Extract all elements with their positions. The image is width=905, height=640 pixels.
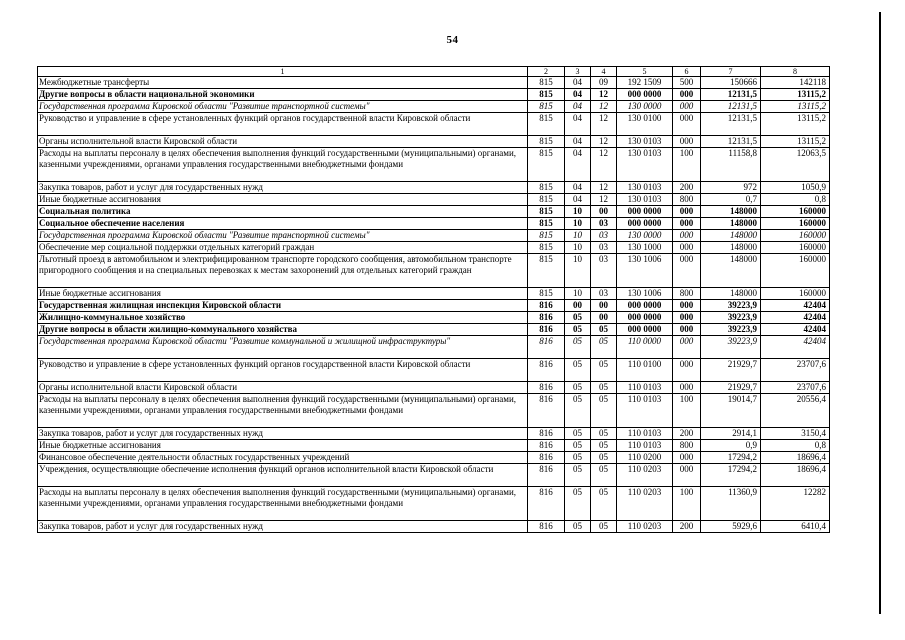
header-cell: 3 — [565, 67, 591, 77]
budget-table — [37, 66, 830, 533]
row-name-cell: Социальное обеспечение населения — [38, 218, 528, 230]
expense-type-cell: 000 — [673, 464, 701, 487]
target-item-cell: 000 0000 — [617, 218, 673, 230]
code-admin-cell: 815 — [528, 194, 565, 206]
code-admin-cell: 816 — [528, 452, 565, 464]
expense-type-cell: 200 — [673, 182, 701, 194]
amount-cell: 11158,8 — [701, 148, 761, 182]
target-item-cell: 000 0000 — [617, 300, 673, 312]
amount-cell: 12131,5 — [701, 136, 761, 148]
amount-cell: 17294,2 — [701, 464, 761, 487]
subsection-cell: 05 — [591, 521, 617, 533]
expense-type-cell: 000 — [673, 230, 701, 242]
section-cell: 10 — [565, 288, 591, 300]
section-cell: 05 — [565, 324, 591, 336]
amount-cell: 142118 — [761, 77, 830, 89]
section-cell: 04 — [565, 148, 591, 182]
expense-type-cell: 800 — [673, 288, 701, 300]
section-cell: 05 — [565, 394, 591, 428]
code-admin-cell: 815 — [528, 113, 565, 136]
target-item-cell: 000 0000 — [617, 312, 673, 324]
table-row — [38, 194, 830, 206]
code-admin-cell: 816 — [528, 336, 565, 359]
expense-type-cell: 000 — [673, 382, 701, 394]
row-name-cell: Руководство и управление в сфере установленных функций органов государственной власти Кировской области — [38, 113, 528, 136]
target-item-cell: 110 0100 — [617, 359, 673, 382]
row-name-cell: Закупка товаров, работ и услуг для государственных нужд — [38, 182, 528, 194]
row-name-cell: Закупка товаров, работ и услуг для государственных нужд — [38, 428, 528, 440]
amount-cell: 13115,2 — [761, 89, 830, 101]
amount-cell: 19014,7 — [701, 394, 761, 428]
expense-type-cell: 000 — [673, 324, 701, 336]
amount-cell: 18696,4 — [761, 452, 830, 464]
table-row — [38, 148, 830, 182]
section-cell: 05 — [565, 382, 591, 394]
expense-type-cell: 800 — [673, 440, 701, 452]
target-item-cell: 130 0103 — [617, 148, 673, 182]
target-item-cell: 130 0000 — [617, 101, 673, 113]
code-admin-cell: 816 — [528, 394, 565, 428]
table-row — [38, 487, 830, 521]
subsection-cell: 05 — [591, 464, 617, 487]
code-admin-cell: 815 — [528, 77, 565, 89]
subsection-cell: 12 — [591, 136, 617, 148]
section-cell: 05 — [565, 487, 591, 521]
amount-cell: 12131,5 — [701, 89, 761, 101]
amount-cell: 3150,4 — [761, 428, 830, 440]
table-row — [38, 336, 830, 359]
section-cell: 05 — [565, 521, 591, 533]
target-item-cell: 000 0000 — [617, 206, 673, 218]
row-name-cell: Органы исполнительной власти Кировской области — [38, 382, 528, 394]
amount-cell: 39223,9 — [701, 312, 761, 324]
amount-cell: 150666 — [701, 77, 761, 89]
subsection-cell: 00 — [591, 312, 617, 324]
code-admin-cell: 816 — [528, 359, 565, 382]
target-item-cell: 110 0200 — [617, 452, 673, 464]
row-name-cell: Руководство и управление в сфере установленных функций органов государственной власти Кировской области — [38, 359, 528, 382]
code-admin-cell: 815 — [528, 254, 565, 288]
row-name-cell: Обеспечение мер социальной поддержки отдельных категорий граждан — [38, 242, 528, 254]
subsection-cell: 12 — [591, 148, 617, 182]
subsection-cell: 05 — [591, 394, 617, 428]
subsection-cell: 03 — [591, 254, 617, 288]
code-admin-cell: 815 — [528, 101, 565, 113]
amount-cell: 5929,6 — [701, 521, 761, 533]
target-item-cell: 110 0103 — [617, 394, 673, 428]
expense-type-cell: 100 — [673, 148, 701, 182]
expense-type-cell: 000 — [673, 359, 701, 382]
amount-cell: 148000 — [701, 242, 761, 254]
code-admin-cell: 816 — [528, 487, 565, 521]
code-admin-cell: 816 — [528, 440, 565, 452]
header-cell: 8 — [761, 67, 830, 77]
amount-cell: 42404 — [761, 336, 830, 359]
expense-type-cell: 000 — [673, 89, 701, 101]
expense-type-cell: 100 — [673, 487, 701, 521]
subsection-cell: 12 — [591, 113, 617, 136]
expense-type-cell: 000 — [673, 254, 701, 288]
section-cell: 05 — [565, 428, 591, 440]
row-name-cell: Иные бюджетные ассигнования — [38, 194, 528, 206]
section-cell: 04 — [565, 194, 591, 206]
row-name-cell: Финансовое обеспечение деятельности областных государственных учреждений — [38, 452, 528, 464]
section-cell: 04 — [565, 101, 591, 113]
right-margin-rule — [879, 12, 881, 614]
amount-cell: 20556,4 — [761, 394, 830, 428]
code-admin-cell: 815 — [528, 218, 565, 230]
header-cell: 6 — [673, 67, 701, 77]
target-item-cell: 130 1006 — [617, 254, 673, 288]
subsection-cell: 05 — [591, 487, 617, 521]
amount-cell: 148000 — [701, 206, 761, 218]
row-name-cell: Иные бюджетные ассигнования — [38, 440, 528, 452]
table-row — [38, 254, 830, 288]
row-name-cell: Учреждения, осуществляющие обеспечение исполнения функций органов исполнительной власти Кировской области — [38, 464, 528, 487]
expense-type-cell: 500 — [673, 77, 701, 89]
expense-type-cell: 000 — [673, 300, 701, 312]
target-item-cell: 130 1000 — [617, 242, 673, 254]
code-admin-cell: 815 — [528, 89, 565, 101]
amount-cell: 160000 — [761, 206, 830, 218]
amount-cell: 160000 — [761, 254, 830, 288]
target-item-cell: 130 1006 — [617, 288, 673, 300]
subsection-cell: 00 — [591, 206, 617, 218]
expense-type-cell: 000 — [673, 113, 701, 136]
amount-cell: 2914,1 — [701, 428, 761, 440]
amount-cell: 23707,6 — [761, 382, 830, 394]
table-row — [38, 521, 830, 533]
table-row — [38, 452, 830, 464]
row-name-cell: Иные бюджетные ассигнования — [38, 288, 528, 300]
header-cell: 4 — [591, 67, 617, 77]
section-cell: 04 — [565, 77, 591, 89]
row-name-cell: Государственная программа Кировской области "Развитие транспортной системы" — [38, 230, 528, 242]
amount-cell: 148000 — [701, 230, 761, 242]
row-name-cell: Расходы на выплаты персоналу в целях обеспечения выполнения функций государственными (муниципальными) органами, казенными учреждениями, органами управления государственными внебюджетными фондами — [38, 487, 528, 521]
table-header-row — [38, 67, 830, 77]
table-row — [38, 182, 830, 194]
subsection-cell: 09 — [591, 77, 617, 89]
subsection-cell: 03 — [591, 218, 617, 230]
amount-cell: 42404 — [761, 300, 830, 312]
table-row — [38, 300, 830, 312]
amount-cell: 13115,2 — [761, 113, 830, 136]
amount-cell: 39223,9 — [701, 324, 761, 336]
expense-type-cell: 000 — [673, 136, 701, 148]
section-cell: 10 — [565, 206, 591, 218]
expense-type-cell: 000 — [673, 336, 701, 359]
target-item-cell: 130 0103 — [617, 182, 673, 194]
subsection-cell: 05 — [591, 428, 617, 440]
amount-cell: 160000 — [761, 230, 830, 242]
header-cell: 1 — [38, 67, 528, 77]
subsection-cell: 05 — [591, 382, 617, 394]
row-name-cell: Другие вопросы в области жилищно-коммунального хозяйства — [38, 324, 528, 336]
row-name-cell: Социальная политика — [38, 206, 528, 218]
target-item-cell: 110 0203 — [617, 464, 673, 487]
amount-cell: 18696,4 — [761, 464, 830, 487]
section-cell: 04 — [565, 182, 591, 194]
table-row — [38, 242, 830, 254]
section-cell: 10 — [565, 230, 591, 242]
section-cell: 10 — [565, 242, 591, 254]
amount-cell: 160000 — [761, 288, 830, 300]
row-name-cell: Органы исполнительной власти Кировской области — [38, 136, 528, 148]
header-cell: 2 — [528, 67, 565, 77]
section-cell: 05 — [565, 312, 591, 324]
amount-cell: 21929,7 — [701, 382, 761, 394]
target-item-cell: 000 0000 — [617, 89, 673, 101]
amount-cell: 0,8 — [761, 440, 830, 452]
section-cell: 04 — [565, 113, 591, 136]
amount-cell: 0,9 — [701, 440, 761, 452]
expense-type-cell: 000 — [673, 452, 701, 464]
amount-cell: 972 — [701, 182, 761, 194]
page-number: 54 — [446, 34, 459, 46]
table-row — [38, 464, 830, 487]
subsection-cell: 12 — [591, 89, 617, 101]
table-row — [38, 394, 830, 428]
expense-type-cell: 000 — [673, 242, 701, 254]
amount-cell: 0,8 — [761, 194, 830, 206]
code-admin-cell: 816 — [528, 300, 565, 312]
table-row — [38, 89, 830, 101]
subsection-cell: 00 — [591, 300, 617, 312]
row-name-cell: Другие вопросы в области национальной экономики — [38, 89, 528, 101]
row-name-cell: Межбюджетные трансферты — [38, 77, 528, 89]
target-item-cell: 110 0203 — [617, 521, 673, 533]
section-cell: 05 — [565, 464, 591, 487]
subsection-cell: 05 — [591, 440, 617, 452]
code-admin-cell: 815 — [528, 242, 565, 254]
amount-cell: 12282 — [761, 487, 830, 521]
row-name-cell: Расходы на выплаты персоналу в целях обеспечения выполнения функций государственными (муниципальными) органами, казенными учреждениями, органами управления государственными внебюджетными фондами — [38, 148, 528, 182]
section-cell: 05 — [565, 452, 591, 464]
subsection-cell: 03 — [591, 230, 617, 242]
section-cell: 10 — [565, 218, 591, 230]
expense-type-cell: 200 — [673, 428, 701, 440]
table-row — [38, 218, 830, 230]
target-item-cell: 110 0103 — [617, 428, 673, 440]
row-name-cell: Государственная жилищная инспекция Кировской области — [38, 300, 528, 312]
code-admin-cell: 815 — [528, 182, 565, 194]
code-admin-cell: 816 — [528, 382, 565, 394]
row-name-cell: Государственная программа Кировской области "Развитие коммунальной и жилищной инфраструктуры" — [38, 336, 528, 359]
amount-cell: 21929,7 — [701, 359, 761, 382]
expense-type-cell: 100 — [673, 394, 701, 428]
subsection-cell: 03 — [591, 242, 617, 254]
table-row — [38, 206, 830, 218]
target-item-cell: 110 0000 — [617, 336, 673, 359]
target-item-cell: 000 0000 — [617, 324, 673, 336]
expense-type-cell: 000 — [673, 312, 701, 324]
subsection-cell: 12 — [591, 182, 617, 194]
amount-cell: 148000 — [701, 288, 761, 300]
target-item-cell: 130 0000 — [617, 230, 673, 242]
table-row — [38, 382, 830, 394]
code-admin-cell: 816 — [528, 324, 565, 336]
table-row — [38, 288, 830, 300]
code-admin-cell: 815 — [528, 206, 565, 218]
expense-type-cell: 000 — [673, 218, 701, 230]
code-admin-cell: 816 — [528, 428, 565, 440]
code-admin-cell: 815 — [528, 230, 565, 242]
subsection-cell: 12 — [591, 194, 617, 206]
amount-cell: 23707,6 — [761, 359, 830, 382]
amount-cell: 42404 — [761, 324, 830, 336]
code-admin-cell: 816 — [528, 521, 565, 533]
amount-cell: 12063,5 — [761, 148, 830, 182]
code-admin-cell: 815 — [528, 148, 565, 182]
subsection-cell: 05 — [591, 359, 617, 382]
target-item-cell: 130 0100 — [617, 113, 673, 136]
row-name-cell: Закупка товаров, работ и услуг для государственных нужд — [38, 521, 528, 533]
amount-cell: 148000 — [701, 254, 761, 288]
expense-type-cell: 000 — [673, 101, 701, 113]
amount-cell: 1050,9 — [761, 182, 830, 194]
table-row — [38, 101, 830, 113]
amount-cell: 11360,9 — [701, 487, 761, 521]
section-cell: 04 — [565, 136, 591, 148]
amount-cell: 12131,5 — [701, 101, 761, 113]
amount-cell: 42404 — [761, 312, 830, 324]
amount-cell: 39223,9 — [701, 336, 761, 359]
target-item-cell: 110 0203 — [617, 487, 673, 521]
header-cell: 5 — [617, 67, 673, 77]
table-row — [38, 77, 830, 89]
table-row — [38, 136, 830, 148]
section-cell: 00 — [565, 300, 591, 312]
section-cell: 05 — [565, 440, 591, 452]
section-cell: 05 — [565, 359, 591, 382]
table-row — [38, 359, 830, 382]
target-item-cell: 130 0103 — [617, 194, 673, 206]
subsection-cell: 03 — [591, 288, 617, 300]
subsection-cell: 05 — [591, 324, 617, 336]
subsection-cell: 05 — [591, 336, 617, 359]
section-cell: 05 — [565, 336, 591, 359]
table-row — [38, 312, 830, 324]
amount-cell: 13115,2 — [761, 101, 830, 113]
section-cell: 04 — [565, 89, 591, 101]
row-name-cell: Расходы на выплаты персоналу в целях обеспечения выполнения функций государственными (муниципальными) органами, казенными учреждениями, органами управления государственными внебюджетными фондами — [38, 394, 528, 428]
target-item-cell: 110 0103 — [617, 382, 673, 394]
code-admin-cell: 815 — [528, 136, 565, 148]
header-cell: 7 — [701, 67, 761, 77]
target-item-cell: 110 0103 — [617, 440, 673, 452]
amount-cell: 17294,2 — [701, 452, 761, 464]
amount-cell: 12131,5 — [701, 113, 761, 136]
amount-cell: 160000 — [761, 242, 830, 254]
table-row — [38, 440, 830, 452]
amount-cell: 13115,2 — [761, 136, 830, 148]
amount-cell: 148000 — [701, 218, 761, 230]
amount-cell: 39223,9 — [701, 300, 761, 312]
target-item-cell: 192 1509 — [617, 77, 673, 89]
table-row — [38, 324, 830, 336]
target-item-cell: 130 0103 — [617, 136, 673, 148]
expense-type-cell: 800 — [673, 194, 701, 206]
row-name-cell: Государственная программа Кировской области "Развитие транспортной системы" — [38, 101, 528, 113]
amount-cell: 0,7 — [701, 194, 761, 206]
amount-cell: 160000 — [761, 218, 830, 230]
row-name-cell: Льготный проезд в автомобильном и электрифицированном транспорте городского сообщения, автомобильном транспорте пригородного сообщения и на специальных перевозках к местам захоронений для отдельных категорий граждан — [38, 254, 528, 288]
table-row — [38, 428, 830, 440]
code-admin-cell: 815 — [528, 288, 565, 300]
expense-type-cell: 000 — [673, 206, 701, 218]
subsection-cell: 05 — [591, 452, 617, 464]
section-cell: 10 — [565, 254, 591, 288]
subsection-cell: 12 — [591, 101, 617, 113]
expense-type-cell: 200 — [673, 521, 701, 533]
table-row — [38, 230, 830, 242]
code-admin-cell: 816 — [528, 464, 565, 487]
table-row — [38, 113, 830, 136]
code-admin-cell: 816 — [528, 312, 565, 324]
row-name-cell: Жилищно-коммунальное хозяйство — [38, 312, 528, 324]
amount-cell: 6410,4 — [761, 521, 830, 533]
